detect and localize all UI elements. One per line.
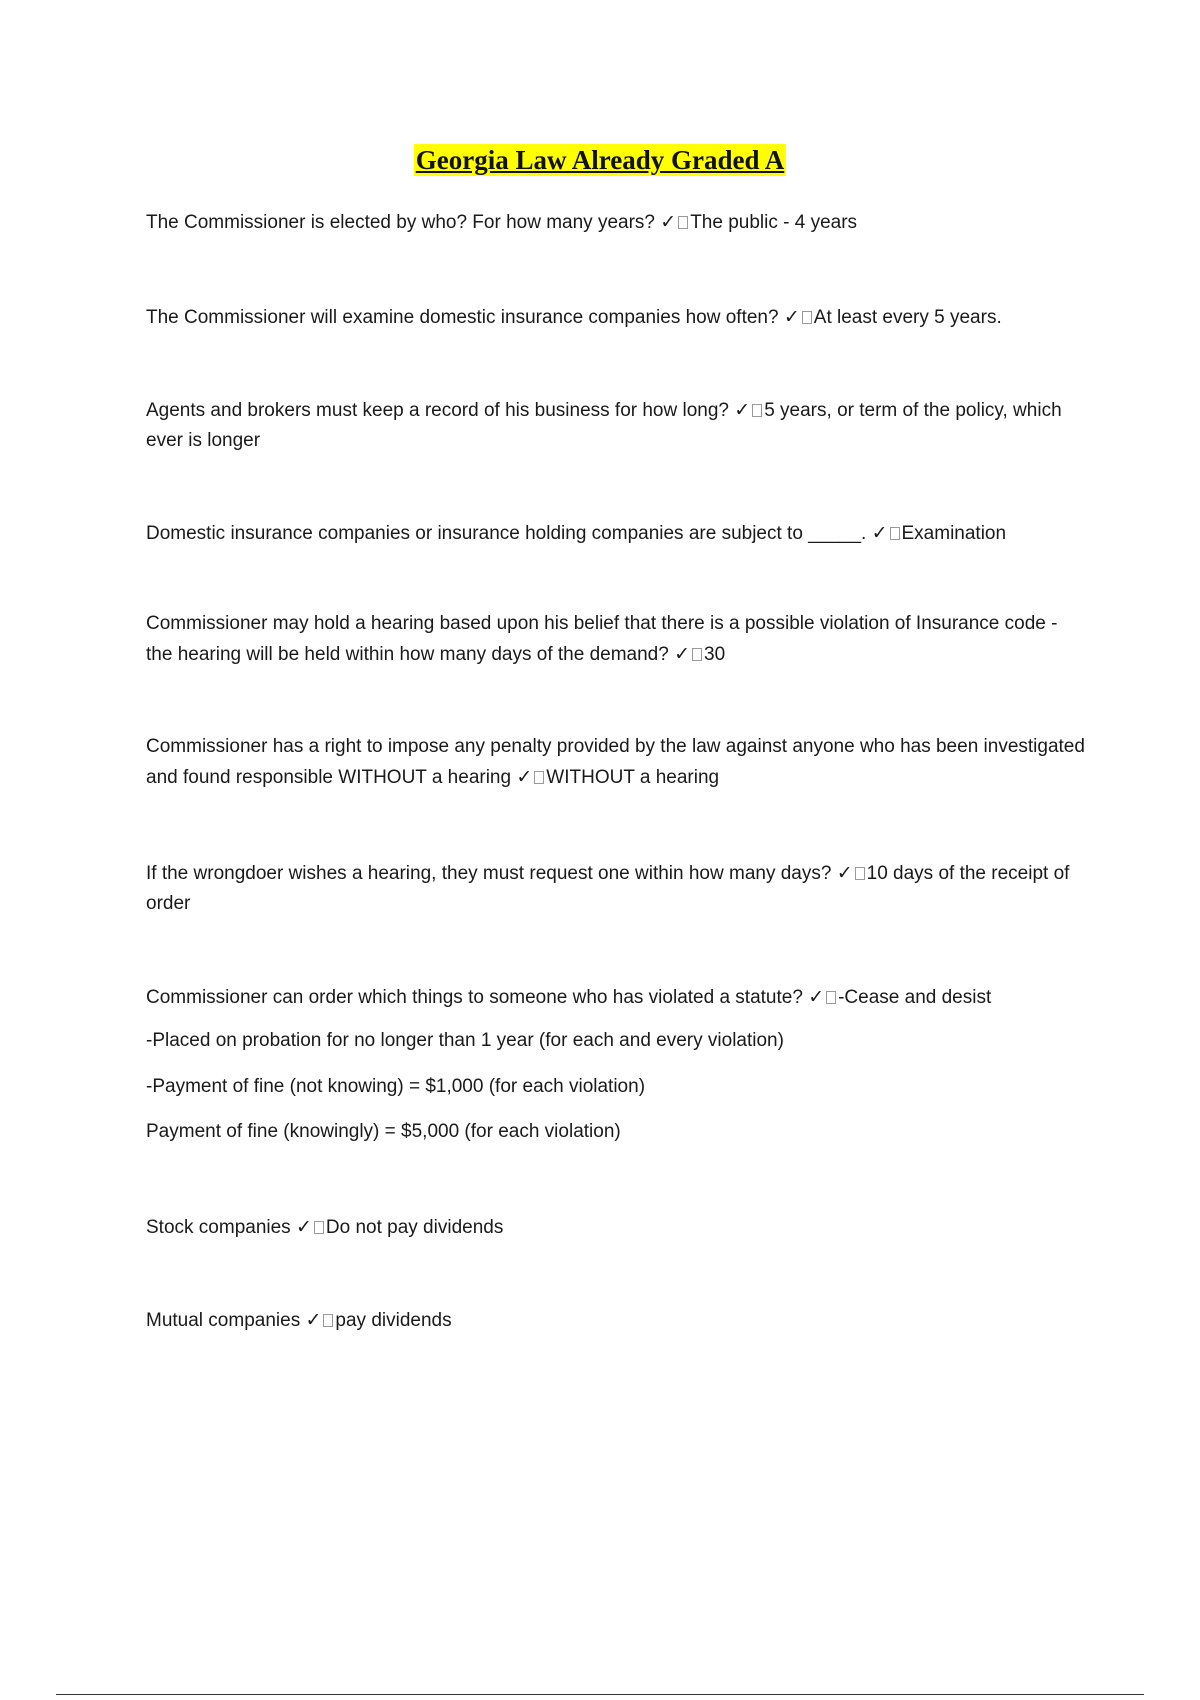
check-icon: ✓	[808, 986, 825, 1008]
question-text: Commissioner may hold a hearing based upon his belief that there is a possible violation of Insurance code - the hearing will be held within how many days of the demand?	[146, 613, 1058, 665]
check-icon: ✓	[295, 1216, 312, 1238]
qa-item	[146, 302, 1086, 333]
question-text: If the wrongdoer wishes a hearing, they must request one within how many days?	[146, 863, 832, 884]
continuation-line: -Placed on probation for no longer than 1 year (for each and every violation)	[146, 1030, 784, 1051]
qa-item	[146, 732, 1086, 793]
answer-text: Examination	[901, 523, 1007, 544]
qa-item	[146, 982, 1086, 1013]
checkbox-icon	[692, 648, 702, 661]
check-icon: ✓	[674, 643, 691, 665]
answer-text: 5 years, or term of the policy, which ever is longer	[146, 400, 1062, 451]
check-icon: ✓	[734, 399, 751, 421]
check-icon: ✓	[783, 306, 800, 328]
question-text: Mutual companies	[146, 1310, 301, 1331]
qa-item	[146, 609, 1086, 670]
continuation-line: -Payment of fine (not knowing) = $1,000 (for each violation)	[146, 1076, 646, 1097]
footer-divider	[56, 1694, 1144, 1695]
checkbox-icon	[802, 311, 812, 324]
answer-text: The public - 4 years	[690, 212, 858, 233]
answer-text: pay dividends	[335, 1310, 452, 1331]
answer-text: -Cease and desist	[838, 987, 992, 1008]
checkbox-icon	[855, 867, 865, 880]
answer-text: WITHOUT a hearing	[546, 767, 720, 788]
qa-item	[146, 518, 1086, 549]
question-text: Commissioner has a right to impose any penalty provided by the law against anyone who has been investigated and found responsible WITHOUT a hearing	[146, 736, 1085, 788]
checkbox-icon	[752, 404, 762, 417]
document-title: Georgia Law Already Graded A	[415, 145, 785, 175]
answer-text: At least every 5 years.	[813, 307, 1002, 328]
question-text: Domestic insurance companies or insurance holding companies are subject to _____.	[146, 523, 867, 544]
qa-item	[146, 1305, 1086, 1336]
check-icon: ✓	[305, 1309, 322, 1331]
checkbox-icon	[678, 216, 688, 229]
qa-item	[146, 858, 1086, 919]
question-text: The Commissioner will examine domestic insurance companies how often?	[146, 307, 779, 328]
question-text: The Commissioner is elected by who? For how many years?	[146, 212, 655, 233]
question-text: Stock companies	[146, 1217, 291, 1238]
answer-text: Do not pay dividends	[325, 1217, 504, 1238]
checkbox-icon	[323, 1314, 333, 1327]
check-icon: ✓	[836, 862, 853, 884]
answer-text: 10 days of the receipt of order	[146, 863, 1070, 914]
continuation-line: Payment of fine (knowingly) = $5,000 (for each violation)	[146, 1121, 621, 1142]
check-icon: ✓	[660, 211, 677, 233]
question-text: Agents and brokers must keep a record of his business for how long?	[146, 400, 729, 421]
checkbox-icon	[826, 991, 836, 1004]
qa-item	[146, 1212, 1086, 1243]
checkbox-icon	[314, 1221, 324, 1234]
check-icon: ✓	[871, 522, 888, 544]
checkbox-icon	[890, 527, 900, 540]
question-text: Commissioner can order which things to someone who has violated a statute?	[146, 987, 803, 1008]
answer-text: 30	[704, 644, 726, 665]
qa-item	[146, 395, 1086, 456]
checkbox-icon	[534, 771, 544, 784]
qa-item	[146, 207, 1086, 238]
check-icon: ✓	[516, 766, 533, 788]
title-container	[0, 144, 1200, 176]
